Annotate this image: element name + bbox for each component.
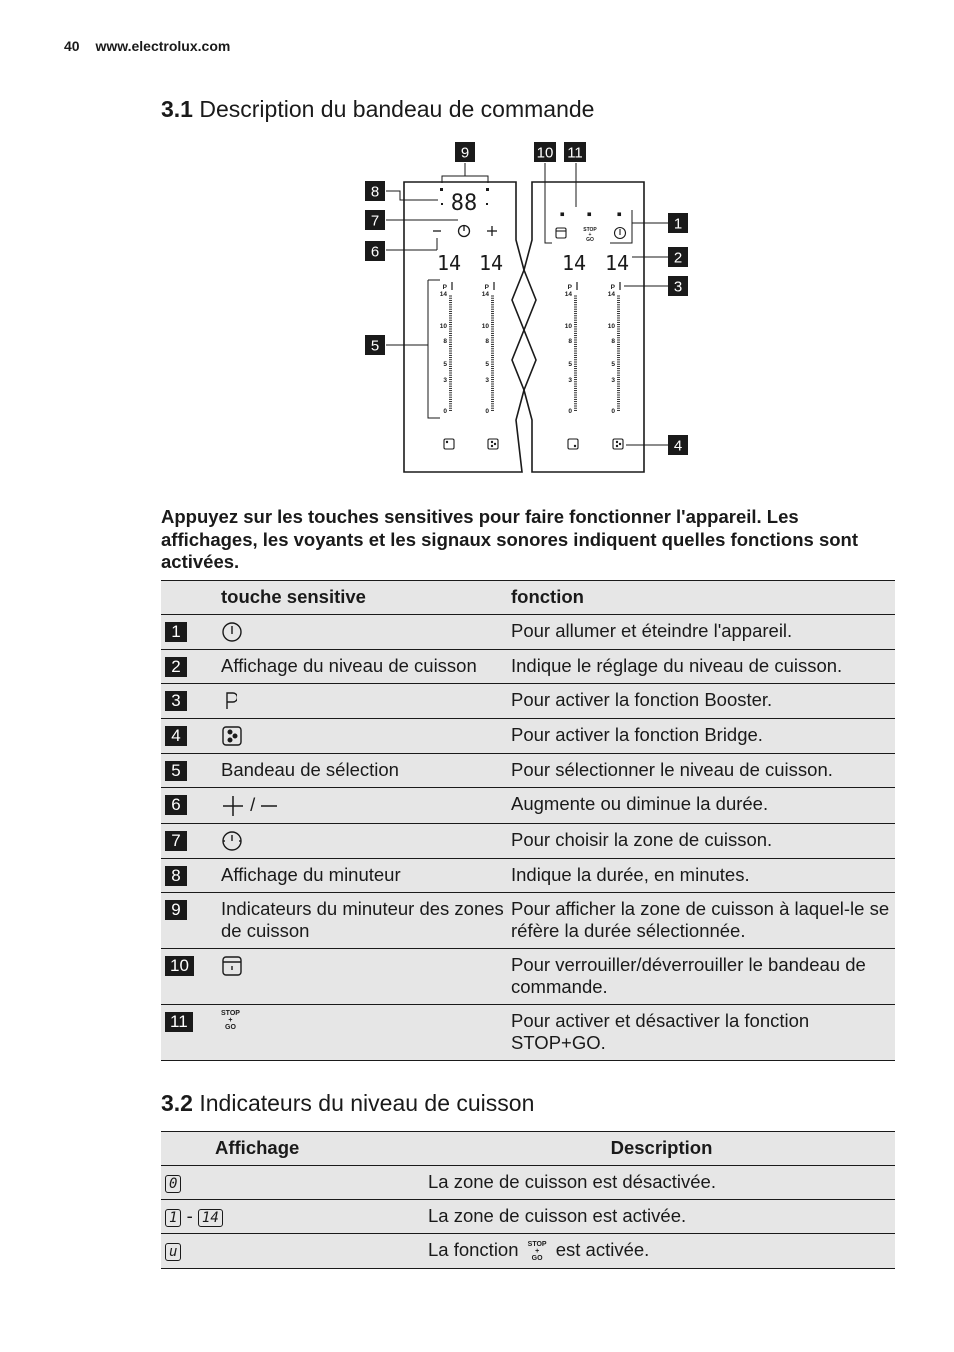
callout-number: 9 bbox=[460, 144, 470, 162]
callout-number: 10 bbox=[536, 144, 554, 162]
table-row bbox=[161, 684, 895, 719]
display-u: u bbox=[165, 1243, 181, 1261]
function-cell: Pour afficher la zone de cuisson à laquel-le se réfère la durée sélectionnée. bbox=[511, 893, 895, 949]
function-cell: Pour verrouiller/déverrouiller le bandeau de commande. bbox=[511, 949, 895, 1005]
slider-scale-label: 14 bbox=[439, 291, 447, 298]
site-url[interactable]: www.electrolux.com bbox=[95, 38, 231, 54]
display-one: 1 bbox=[165, 1209, 181, 1227]
intro-text: Appuyez sur les touches sensitives pour faire fonctionner l'appareil. Les affichages, les voyants et les signaux sonores indiquent quelles fonctions sont activées. bbox=[161, 506, 858, 572]
table-row bbox=[161, 1005, 895, 1061]
key-cell: Affichage du minuteur bbox=[221, 859, 511, 893]
col-header-display: Affichage bbox=[161, 1132, 428, 1166]
table-row bbox=[161, 650, 895, 684]
row-number-badge: 10 bbox=[165, 956, 194, 976]
slider-scale-label: 5 bbox=[568, 361, 572, 368]
slider-scale-label: 14 bbox=[481, 291, 489, 298]
function-cell: Pour sélectionner le niveau de cuisson. bbox=[511, 754, 895, 788]
row-number-badge: 4 bbox=[165, 726, 187, 746]
row-number-badge: 5 bbox=[165, 761, 187, 781]
booster-p-icon bbox=[221, 689, 237, 710]
callout-number: 5 bbox=[370, 337, 380, 355]
level-indicators-table bbox=[161, 1131, 895, 1269]
slider-scale-label: 3 bbox=[485, 377, 489, 384]
function-cell: Indique le réglage du niveau de cuisson. bbox=[511, 650, 895, 684]
callout-number: 2 bbox=[673, 249, 683, 267]
slider-scale-label: 0 bbox=[568, 408, 572, 415]
slider-scale-label: 10 bbox=[439, 323, 447, 330]
level-display-1: 14 bbox=[436, 251, 462, 275]
lock-icon bbox=[221, 954, 243, 975]
slider-scale-label: 5 bbox=[611, 361, 615, 368]
callout-number: 7 bbox=[370, 212, 380, 230]
section-number: 3.1 bbox=[161, 96, 193, 122]
slider-scale-label: 8 bbox=[568, 338, 572, 345]
page-number: 40 bbox=[64, 38, 80, 54]
table-row bbox=[161, 1234, 895, 1269]
slider-scale-label: 0 bbox=[485, 408, 489, 415]
section-title-text: Description du bandeau de commande bbox=[199, 96, 595, 122]
function-cell: Pour activer la fonction Bridge. bbox=[511, 719, 895, 754]
function-cell: Indique la durée, en minutes. bbox=[511, 859, 895, 893]
function-cell: Pour allumer et éteindre l'appareil. bbox=[511, 615, 895, 650]
svg-text:STOP: STOP bbox=[583, 227, 597, 233]
section-title-3-1 bbox=[161, 96, 594, 123]
svg-text:88: 88 bbox=[450, 191, 478, 216]
slider-scale-label: 0 bbox=[443, 408, 447, 415]
power-icon bbox=[221, 620, 243, 641]
table-row bbox=[161, 754, 895, 788]
row-number-badge: 1 bbox=[165, 622, 187, 642]
callout-number: 8 bbox=[370, 183, 380, 201]
row-number-badge: 11 bbox=[165, 1012, 193, 1032]
callout-number: 1 bbox=[673, 215, 683, 233]
description-cell: La zone de cuisson est activée. bbox=[428, 1200, 895, 1234]
slider-scale-label: 0 bbox=[611, 408, 615, 415]
col-header-key: touche sensitive bbox=[221, 581, 511, 615]
function-cell: Pour activer la fonction Booster. bbox=[511, 684, 895, 719]
description-cell: La zone de cuisson est désactivée. bbox=[428, 1166, 895, 1200]
function-cell: Augmente ou diminue la durée. bbox=[511, 788, 895, 824]
slider-scale-label: 3 bbox=[568, 377, 572, 384]
section-title-text: Indicateurs du niveau de cuisson bbox=[199, 1090, 535, 1116]
table-row bbox=[161, 949, 895, 1005]
callout-number: 4 bbox=[673, 437, 683, 455]
slider-scale-label: P bbox=[484, 284, 489, 291]
callout-number: 3 bbox=[673, 278, 683, 296]
bridge-icon bbox=[221, 724, 243, 745]
display-fourteen: 14 bbox=[198, 1209, 223, 1227]
level-display-2: 14 bbox=[478, 251, 504, 275]
svg-text:GO: GO bbox=[586, 237, 594, 243]
slider-scale-label: 14 bbox=[564, 291, 572, 298]
key-cell: Bandeau de sélection bbox=[221, 754, 511, 788]
table-row bbox=[161, 615, 895, 650]
stop-go-icon: STOP + GO bbox=[221, 1010, 240, 1032]
slider-scale-label: 10 bbox=[564, 323, 572, 330]
col-header-description: Description bbox=[428, 1132, 895, 1166]
table-row bbox=[161, 893, 895, 949]
table-row bbox=[161, 1166, 895, 1200]
slider-scale-label: 8 bbox=[443, 338, 447, 345]
level-display-3: 14 bbox=[561, 251, 587, 275]
slider-scale-label: 10 bbox=[607, 323, 615, 330]
description-cell: La fonction STOP + GO est activée. bbox=[428, 1234, 895, 1269]
key-cell: Indicateurs du minuteur des zones de cuisson bbox=[221, 893, 511, 949]
plus-minus-icon: / bbox=[250, 793, 256, 815]
function-cell: Pour choisir la zone de cuisson. bbox=[511, 823, 895, 858]
row-number-badge: 6 bbox=[165, 795, 187, 815]
slider-scale-label: P bbox=[610, 284, 615, 291]
slider-scale-label: P bbox=[442, 284, 447, 291]
slider-scale-label: 10 bbox=[481, 323, 489, 330]
display-zero: 0 bbox=[165, 1175, 181, 1193]
stop-go-icon: STOP + GO bbox=[527, 1240, 547, 1262]
table-row bbox=[161, 1200, 895, 1234]
key-cell: Affichage du niveau de cuisson bbox=[221, 650, 511, 684]
row-number-badge: 2 bbox=[165, 657, 187, 677]
table-row bbox=[161, 788, 895, 824]
table-row bbox=[161, 719, 895, 754]
table-row bbox=[161, 859, 895, 893]
slider-scale-label: 5 bbox=[443, 361, 447, 368]
slider-scale-label: 8 bbox=[611, 338, 615, 345]
slider-scale-label: 14 bbox=[607, 291, 615, 298]
svg-text:+: + bbox=[588, 232, 592, 238]
slider-scale-label: 3 bbox=[611, 377, 615, 384]
table-row bbox=[161, 823, 895, 858]
row-number-badge: 7 bbox=[165, 831, 187, 851]
slider-scale-label: 3 bbox=[443, 377, 447, 384]
range-separator: - bbox=[186, 1205, 193, 1226]
timer-display bbox=[440, 188, 489, 216]
slider-scale-label: P bbox=[567, 284, 572, 291]
callout-number: 6 bbox=[370, 243, 380, 261]
section-title-3-2 bbox=[161, 1090, 534, 1117]
callout-number: 11 bbox=[567, 144, 583, 162]
control-panel-diagram bbox=[355, 138, 700, 483]
row-number-badge: 8 bbox=[165, 866, 187, 886]
page-header bbox=[64, 38, 230, 54]
timer-icon bbox=[221, 829, 243, 850]
slider-scale-label: 8 bbox=[485, 338, 489, 345]
row-number-badge: 9 bbox=[165, 900, 187, 920]
function-cell: Pour activer et désactiver la fonction STOP+GO. bbox=[511, 1005, 895, 1061]
row-number-badge: 3 bbox=[165, 691, 187, 711]
level-display-4: 14 bbox=[604, 251, 630, 275]
col-header-function: fonction bbox=[511, 581, 895, 615]
control-keys-table bbox=[161, 580, 895, 1061]
slider-scale-label: 5 bbox=[485, 361, 489, 368]
section-number: 3.2 bbox=[161, 1090, 193, 1116]
